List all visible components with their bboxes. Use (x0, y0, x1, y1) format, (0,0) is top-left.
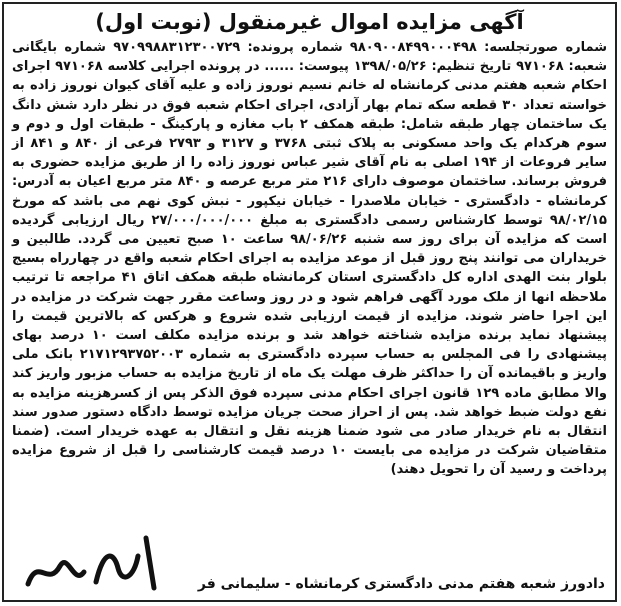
notice-body-text: شماره صورتجلسه: ۹۸۰۹۰۰۸۴۹۹۰۰۰۴۹۸ شماره پرونده: ۹۷۰۹۹۸۸۳۱۲۳۰۰۷۲۹ شماره بایگانی شعبه: ۹۷۱۰۶۸ تاریخ تنظیم: ۱۳۹۸/۰۵/۲۶ پیوست: ...... در پرونده اجرایی کلاسه ۹۷۱۰۶۸ اجرای احکام شعبه هفتم مدنی کرمانشاه له خانم نسیم نوروز زاده و علیه آقای کیوان نوروز زاده به خواسته تعداد ۳۰ قطعه سکه تمام بهار آزادی، اجرای احکام شعبه فوق در نظر دارد شش دانگ یک ساختمان چهار طبقه شامل: طبقه همکف ۲ باب مغازه و پارکینگ - طبقات اول و دوم و سوم هرکدام یک واحد مسکونی به پلاک ثبتی ۳۷۶۸ و ۳۱۲۷ و ۲۷۹۳ فرعی از ۸۴۰ و ۸۴۱ از سایر فروعات از ۱۹۴ اصلی به نام آقای شیر عباس نوروز زاده را از طریق مزایده حضوری به فروش برساند. ساختمان موصوف دارای ۲۱۶ متر مربع عرصه و ۸۴۰ متر مربع اعیان به آدرس: کرمانشاه - دادگستری - خیابان ملاصدرا - خیابان نیکپور - نبش کوی نهم می باشد که مورخ ۹۸/۰۲/۱۵ توسط کارشناس رسمی دادگستری به مبلغ ۲۷/۰۰۰/۰۰۰/۰۰۰ ریال ارزیابی گردیده است که مزایده آن برای روز سه شنبه ۹۸/۰۶/۲۶ ساعت ۱۰ صبح تعیین می گردد. طالبین و خریداران می توانند پنج روز قبل از موعد مزایده به اجرای احکام شعبه واقع در چهارراه بسیج بلوار بنت الهدی اداره کل دادگستری استان کرمانشاه طبقه همکف اتاق ۴۱ مراجعه تا ترتیب ملاحظه انها از ملک مورد آگهی فراهم شود و در روز وساعت مقرر جهت شرکت در مزایده در این اجرا حاضر شوند. مزایده از قیمت ارزیابی شده شروع و هرکس که بالاترین قیمت را پیشنهاد نماید برنده مزایده شناخته خواهد شد و برنده مزایده مکلف است ۱۰ درصد بهای پیشنهادی را فی المجلس به حساب سپرده دادگستری به شماره ۲۱۷۱۲۹۳۷۵۲۰۰۳ بانک ملی واریز و باقیمانده آن را حداکثر ظرف مهلت یک ماه از تاریخ مزایده به حساب مزبور واریز کند والا مطابق ماده ۱۲۹ قانون اجرای احکام مدنی سپرده فوق الذکر پس از کسرهزینه مزایده به نفع دولت ضبط خواهد شد. پس از احراز صحت جریان مزایده توسط دادگاه دستور صدور سند انتقال به نام خریدار صادر می شود ضمنا هزینه نقل و انتقال به عهده خریدار است. (ضمنا متقاضیان شرکت در مزایده می بایست ۱۰ درصد قیمت کارشناسی را قبل از شروع مزایده پرداخت و رسید آن را تحویل دهند) (12, 40, 608, 478)
handwritten-mark (18, 526, 168, 596)
notice-title: آگهی مزایده اموال غیرمنقول (نوبت اول) (95, 10, 524, 34)
notice-body (4, 38, 615, 480)
notice-signature: دادورز شعبه هفتم مدنی دادگستری کرمانشاه - سلیمانی فر (197, 576, 605, 592)
notice-frame (2, 2, 617, 602)
